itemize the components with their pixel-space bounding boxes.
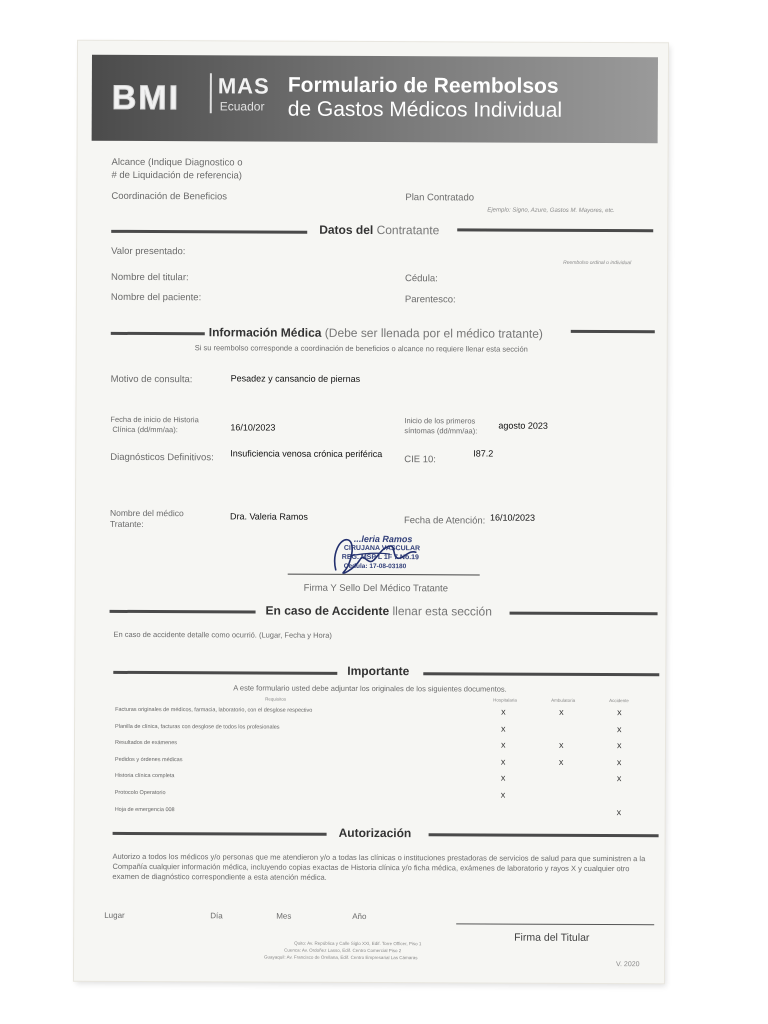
requirement-check-mark: x	[617, 707, 622, 718]
sintomas-label-1: Inicio de los primeros	[404, 416, 476, 426]
stamp-registration: REG. MSP L 1F 7 No.19	[341, 553, 419, 562]
diagnostico-label: Diagnósticos Definitivos:	[110, 451, 214, 464]
paciente-label: Nombre del paciente:	[110, 291, 202, 304]
fecha-historia-value: 16/10/2023	[230, 422, 276, 433]
form-version: V. 2020	[616, 961, 640, 969]
section-rule	[571, 330, 655, 333]
bmi-logo: BMI	[111, 78, 181, 118]
lugar-label: Lugar	[104, 910, 125, 920]
section-rule	[111, 230, 307, 234]
plan-example: Ejemplo: Signo, Azure, Gastos M. Mayores, etc.	[487, 207, 615, 215]
requirement-check-mark: x	[559, 706, 564, 717]
medica-note: Si su reembolso corresponde a coordinación de beneficios o alcance no requiere llenar esta sección	[194, 343, 528, 354]
cie-value: I87.2	[473, 448, 494, 459]
atencion-value: 16/10/2023	[489, 512, 536, 523]
titular-label: Nombre del titular:	[110, 271, 189, 284]
importante-intro: A este formulario usted debe adjuntar los originales de los siguientes documentos.	[233, 683, 507, 694]
motivo-value: Pesadez y cansancio de piernas	[230, 373, 361, 384]
form-title: Formulario de Reembolsos	[287, 73, 559, 98]
footer-address-3: Guayaquil: Av. Francisco de Orellana, Edif. Centro Empresarial Las Cámaras	[264, 954, 418, 961]
requirement-label: Pedidos y órdenes médicas	[114, 756, 183, 763]
firma-titular-label: Firma del Titular	[514, 931, 590, 944]
doctor-signature	[330, 530, 420, 578]
section-rule	[110, 610, 256, 614]
fecha-historia-label-2: Clínica (dd/mm/aa):	[112, 424, 178, 435]
medica-section-title	[209, 325, 543, 340]
motivo-label: Motivo de consulta:	[110, 373, 193, 386]
form-header	[92, 55, 658, 143]
mas-logo: MAS	[217, 73, 270, 99]
mes-label: Mes	[276, 911, 292, 921]
accidente-section-title	[266, 604, 492, 619]
valor-label: Valor presentado:	[111, 245, 186, 258]
section-title-bold: Importante	[347, 663, 410, 679]
medico-label-2: Tratante:	[109, 518, 144, 530]
stamp-cedula: Cedula: 17-08-03180	[343, 562, 407, 571]
col-header-1: Hospitalaria	[493, 697, 517, 703]
form-subtitle: de Gastos Médicos Individual	[287, 97, 563, 122]
requirement-check-mark: x	[501, 723, 506, 734]
section-rule	[423, 672, 659, 676]
col-header-2: Ambulatoria	[551, 697, 576, 703]
requirement-label: Protocolo Operatorio	[114, 789, 166, 797]
requirement-check-mark: x	[500, 772, 506, 783]
logo-country: Ecuador	[219, 99, 265, 114]
contratante-section-title	[319, 223, 439, 238]
requirement-check-mark: x	[558, 740, 564, 751]
diagnostico-value: Insuficiencia venosa crónica periférica	[230, 448, 383, 460]
anio-label: Año	[352, 911, 367, 921]
alcance-label-2: # de Liquidación de referencia)	[111, 169, 242, 182]
titular-signature-line	[456, 923, 654, 925]
cedula-label: Cédula:	[404, 273, 438, 285]
importante-section-title	[347, 664, 409, 678]
section-title-bold: Información Médica	[208, 325, 322, 340]
footer-address-1: Quito: Av. República y Calle Siglo XXI, Edif. Torre Officer, Piso 1	[294, 940, 422, 947]
requirement-check-mark: x	[558, 756, 564, 767]
requirement-check-mark: x	[616, 740, 622, 751]
footer-address-2: Cuenca: Av. Ordoñez Lasso, Edif. Centro Comercial Piso 2	[284, 947, 402, 954]
plan-label: Plan Contratado	[405, 192, 475, 204]
dia-label: Día	[210, 911, 223, 921]
fecha-historia-label-1: Fecha de inicio de Historia	[110, 414, 199, 425]
autorizacion-text: Autorizo a todos los médicos y/o personas que me atendieron y/o a todas las clínicas o instituciones prestadoras de servicios de salud para que suministren a la Compañía cualquier información médica, incluyendo copias exactas de Historia clínica y/o ficha médica, exámenes de laboratorio y rayos X y cualquier otro examen de diagnóstico correspondiente a esta atención médica.	[112, 851, 646, 882]
autorizacion-section-title	[339, 826, 412, 840]
requirement-check-mark: x	[617, 723, 622, 734]
form-sheet	[74, 41, 668, 984]
parentesco-label: Parentesco:	[404, 294, 456, 306]
valor-note: Reembolso ordinal o individual	[563, 259, 632, 267]
accidente-detail: En caso de accidente detalle como ocurrió. (Lugar, Fecha y Hora)	[113, 629, 332, 640]
requirement-label: Hoja de emergencia 008	[114, 806, 175, 813]
section-title-bold: Autorización	[338, 825, 412, 841]
requirement-label: Historia clínica completa	[114, 773, 175, 780]
firma-medico-label: Firma Y Sello Del Médico Tratante	[303, 582, 449, 595]
section-rule	[510, 612, 658, 616]
requirement-check-mark: x	[500, 789, 506, 800]
section-title-light: llenar esta sección	[392, 604, 492, 619]
medico-value: Dra. Valeria Ramos	[229, 511, 308, 522]
medico-label-1: Nombre del médico	[109, 507, 184, 519]
stamp-name: ...leria Ramos	[353, 533, 413, 545]
sintomas-value: agosto 2023	[498, 420, 548, 431]
section-title-light: (Debe ser llenada por el médico tratante)	[324, 325, 543, 341]
requirement-label: Resultados de exámenes	[114, 740, 178, 747]
section-title-bold: En caso de Accidente	[265, 603, 390, 619]
section-rule	[113, 832, 327, 836]
requirement-check-mark: x	[616, 773, 622, 784]
requirement-check-mark: x	[500, 739, 506, 750]
logo-divider	[210, 73, 212, 113]
cie-label: CIE 10:	[404, 454, 436, 466]
section-title-bold: Datos del	[319, 222, 374, 238]
coordinacion-label: Coordinación de Beneficios	[111, 190, 228, 203]
stamp-specialty: CIRUJANA VASCULAR	[343, 544, 421, 553]
alcance-label-1: Alcance (Indique Diagnostico o	[111, 156, 243, 169]
requirement-check-mark: x	[500, 756, 506, 767]
section-rule	[457, 228, 653, 232]
section-rule	[113, 671, 337, 675]
section-rule	[429, 833, 659, 837]
sintomas-label-2: síntomas (dd/mm/aa):	[404, 426, 478, 436]
col-header-requisitos: Requisitos	[265, 696, 287, 702]
section-title-light: Contratante	[376, 223, 440, 238]
col-header-3: Accidente	[609, 698, 629, 704]
atencion-label: Fecha de Atención:	[403, 515, 486, 527]
requirement-check-mark: x	[501, 706, 506, 717]
requirement-check-mark: x	[616, 806, 622, 817]
requirement-label: Facturas originales de médicos, farmacia, laboratorio, con el desglose respectivo	[115, 706, 313, 714]
requirement-label: Planilla de clínica, facturas con desglose de todos los profesionales	[115, 723, 280, 731]
section-rule	[111, 332, 205, 335]
requirement-check-mark: x	[616, 756, 622, 767]
